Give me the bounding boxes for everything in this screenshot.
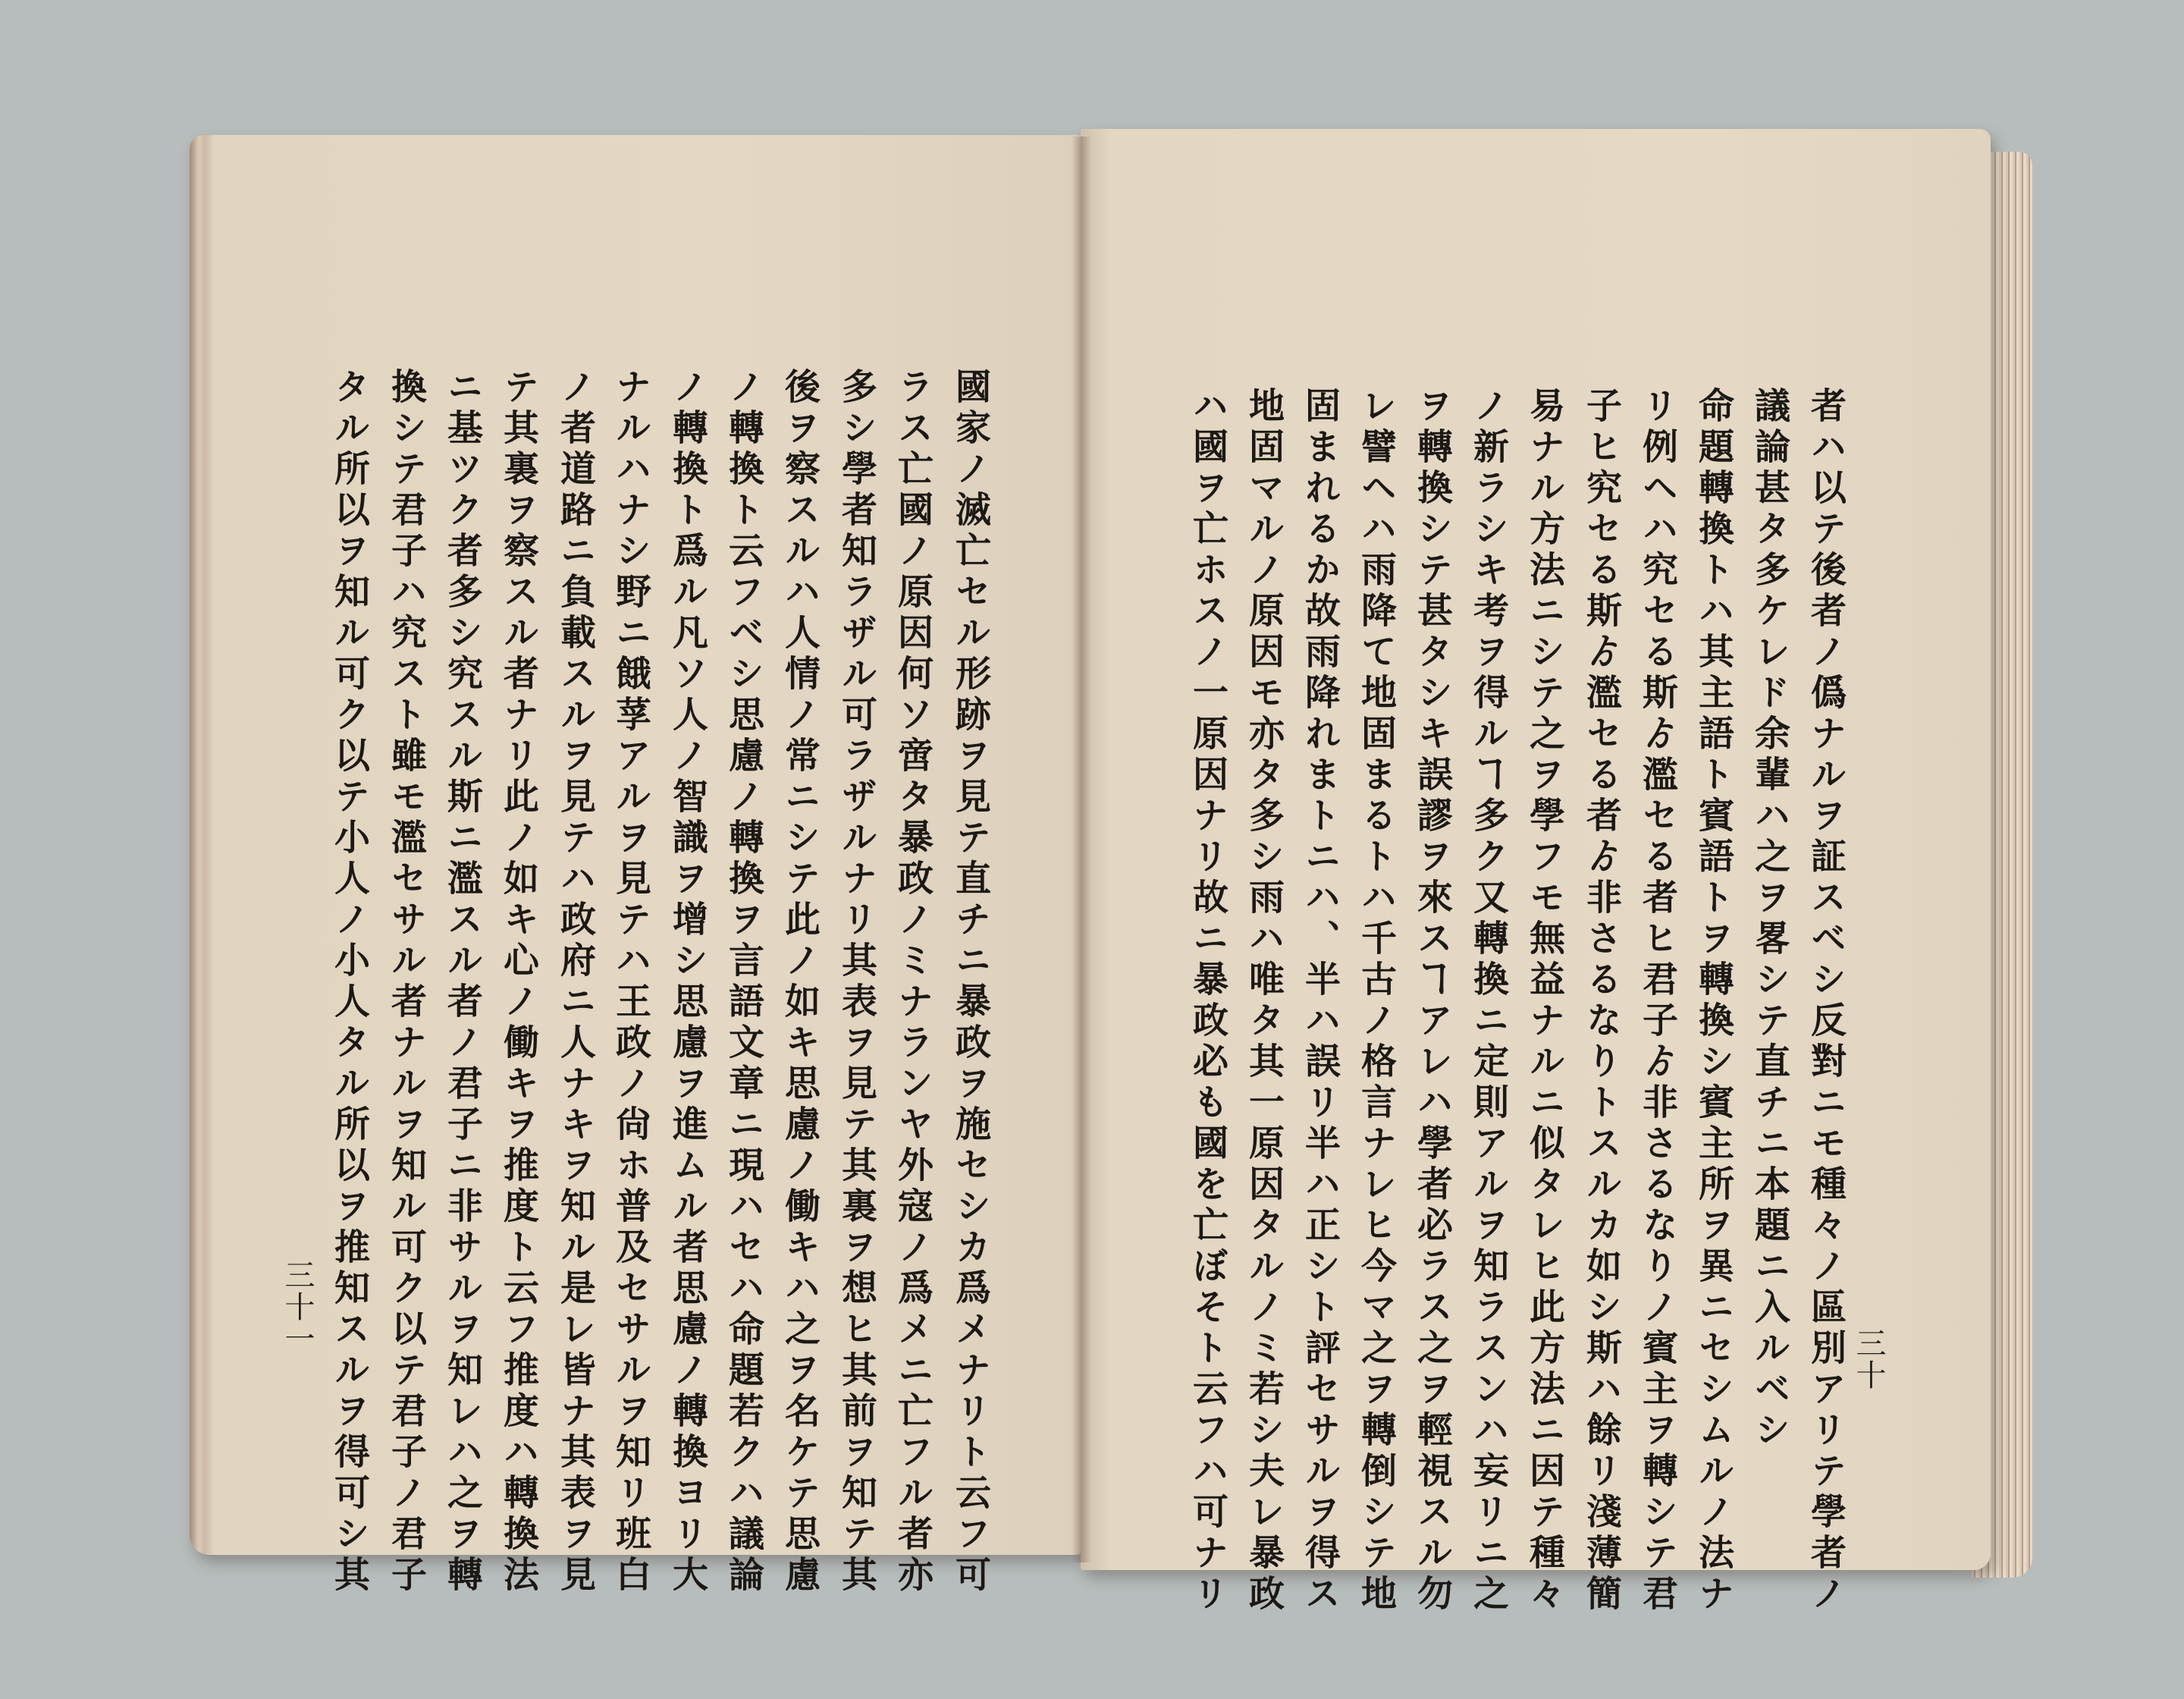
left-text-column: ラス亡國ノ原因何ソ啻タ暴政ノミナランヤ外寇ノ爲メニ亡フル者亦 (892, 368, 934, 1597)
left-text-column: テ其裏ヲ察スル者ナリ此ノ如キ心ノ働キヲ推度ト云フ推度ハ轉換法 (497, 368, 539, 1597)
left-text-column: タル所以ヲ知ル可ク以テ小人ノ小人タル所以ヲ推知スルヲ得可シ其 (328, 368, 370, 1597)
left-text-column: 後ヲ察スルハ人情ノ常ニシテ此ノ如キ思慮ノ働キハ之ヲ名ケテ思慮 (779, 368, 821, 1597)
left-text-column: ノ轉換ト云フベシ思慮ノ轉換ヲ言語文章ニ現ハセハ命題若クハ議論 (723, 368, 764, 1597)
left-text-column: ナルハナシ野ニ餓莩アルヲ見テハ王政ノ尙ホ普及セサルヲ知リ班白 (610, 368, 651, 1597)
right-text-column: ヲ轉換シテ甚タシキ誤謬ヲ來スヿアレハ學者必ラス之ヲ輕視スル勿 (1411, 387, 1453, 1616)
right-text-column: リ例ヘハ究セる斯ゟ濫セる者ヒ君子ゟ非さるなりノ賓主ヲ轉シテ君 (1636, 387, 1678, 1616)
right-text-column: 子ヒ究セる斯ゟ濫セる者ゟ非さるなりトスルカ如シ斯ハ餘リ淺薄簡 (1580, 387, 1622, 1616)
left-text-column: ノ轉換ト爲ル凡ソ人ノ智識ヲ增シ思慮ヲ進ムル者思慮ノ轉換ヨリ大 (667, 368, 708, 1597)
right-text-column: 地固マルノ原因モ亦タ多シ雨ハ唯タ其一原因タルノミ若シ夫レ暴政 (1243, 387, 1285, 1616)
right-text-column: 固まれるか故雨降れまトニハ、半ハ誤リ半ハ正シト評セサルヲ得ス (1299, 387, 1341, 1616)
left-text-column: 國家ノ滅亡セル形跡ヲ見テ直チニ暴政ヲ施セシカ爲メナリト云フ可 (949, 368, 991, 1597)
page-number: 三十 (1851, 1327, 1886, 1391)
left-text-column: 換シテ君子ハ究スト雖モ濫セサル者ナルヲ知ル可ク以テ君子ノ君子 (385, 368, 427, 1597)
left-text-column: ニ基ツク者多シ究スル斯ニ濫スル者ノ君子ニ非サルヲ知レハ之ヲ轉 (441, 368, 483, 1597)
right-text-column: ノ新ラシキ考ヲ得ルヿ多ク又轉換ニ定則アルヲ知ラスンハ妄リニ之 (1467, 387, 1509, 1616)
page-number: 三十一 (280, 1259, 315, 1355)
right-text-column: 命題轉換トハ其主語ト賓語トヲ轉換シ賓主所ヲ異ニセシムルノ法ナ (1693, 387, 1734, 1616)
right-text-column: レ譬ヘハ雨降て地固まるトハ千古ノ格言ナレヒ今マ之ヲ轉倒シテ地 (1355, 387, 1397, 1616)
right-text-column: 者ハ以テ後者ノ僞ナルヲ証スベシ反對ニモ種々ノ區別アリテ學者ノ (1805, 387, 1847, 1616)
right-text-column: ハ國ヲ亡ホスノ一原因ナリ故ニ暴政必も國を亡ぼそト云フハ可ナリ (1187, 387, 1228, 1616)
book-gutter (1072, 137, 1091, 1562)
right-text-column: 議論甚タ多ケレド余輩ハ之ヲ畧シテ直チニ本題ニ入ルベシ (1749, 387, 1790, 1452)
right-text-column: 易ナル方法ニシテ之ヲ學フモ無益ナルニ似タレヒ此方法ニ因テ種々 (1523, 387, 1565, 1616)
left-text-column: ノ者道路ニ負載スルヲ見テハ政府ニ人ナキヲ知ル是レ皆ナ其表ヲ見 (554, 368, 596, 1597)
left-text-column: 多シ學者知ラザル可ラザルナリ其表ヲ見テ其裏ヲ想ヒ其前ヲ知テ其 (836, 368, 877, 1597)
